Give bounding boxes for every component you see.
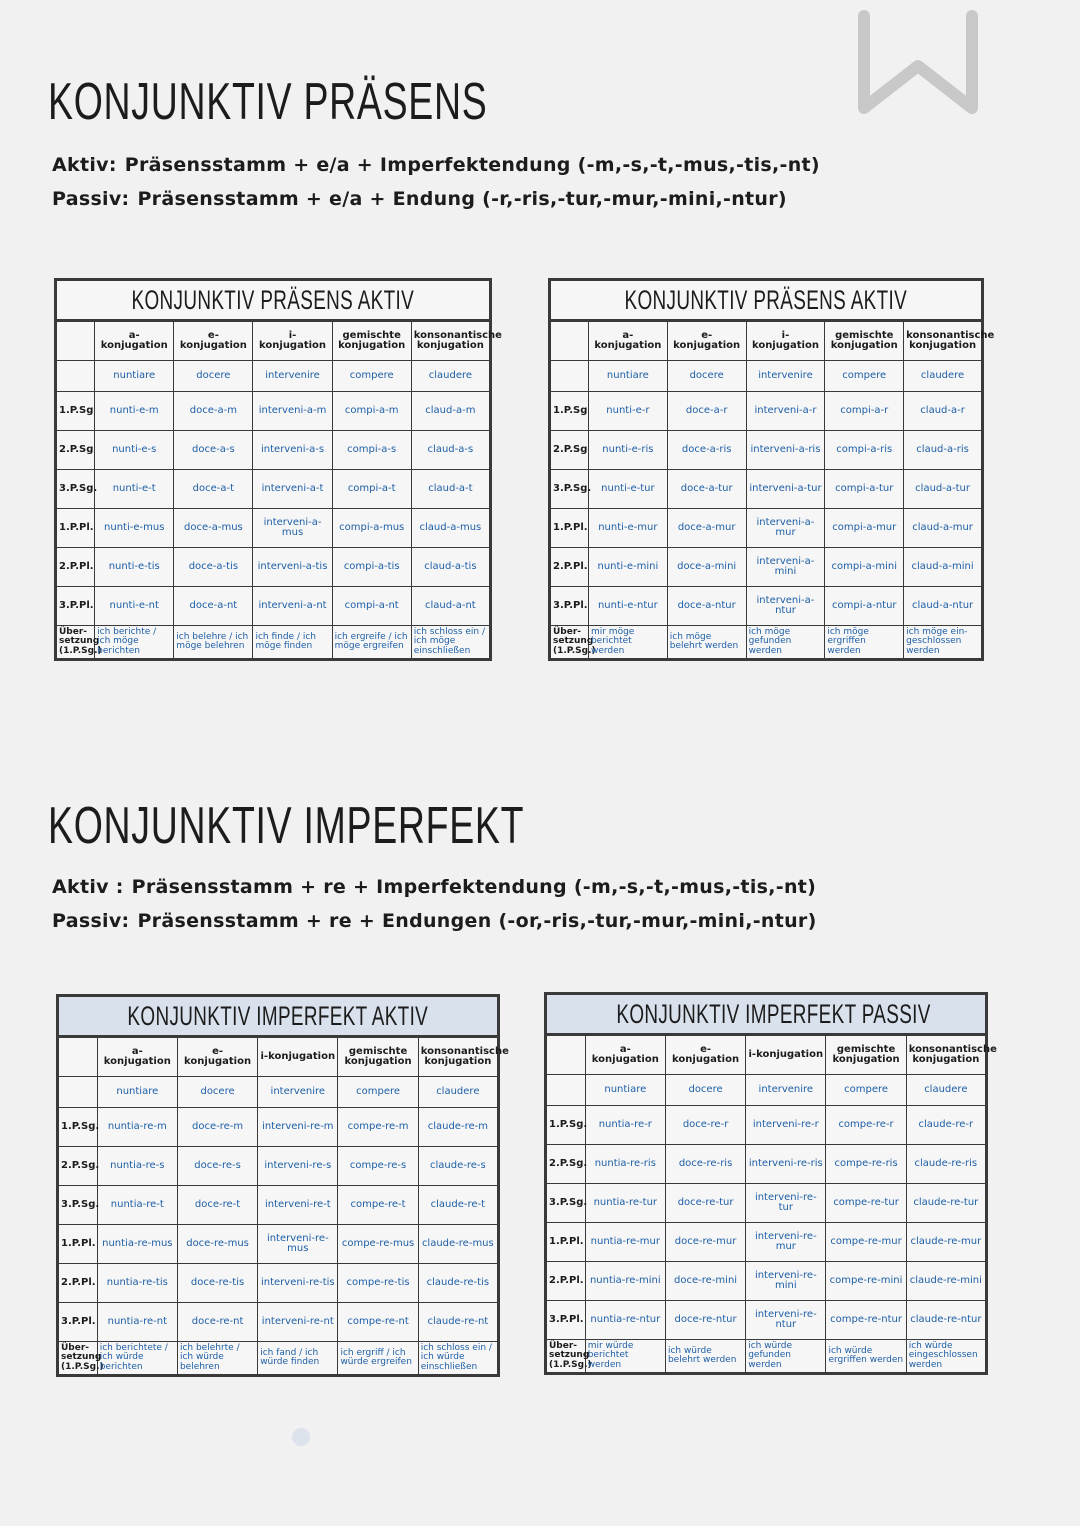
infinitive-cell: docere (667, 361, 746, 392)
verb-form: nunti-e-mur (588, 509, 667, 548)
verb-form: nuntia-re-m (97, 1108, 177, 1147)
verb-form: nunti-e-nt (95, 587, 174, 626)
verb-form: doce-a-tur (667, 470, 746, 509)
table-row (56, 587, 491, 626)
infinitive-cell: compere (826, 1075, 906, 1106)
translation-row (546, 1340, 987, 1374)
column-header: gemischte konjugation (338, 1037, 418, 1077)
rule-line (52, 876, 824, 898)
verb-form: nuntia-re-mini (585, 1262, 665, 1301)
rule-line (52, 188, 795, 210)
corner-cell (58, 1077, 98, 1108)
translation-cell: ich belehrte / ich würde belehren (177, 1342, 257, 1376)
verb-form: claud-a-m (411, 392, 490, 431)
verb-form: doce-re-tis (177, 1264, 257, 1303)
person-label: 3.P.Pl. (546, 1301, 586, 1340)
verb-form: interveni-re-mus (258, 1225, 338, 1264)
verb-form: claud-a-t (411, 470, 490, 509)
person-label: 1.P.Sg (550, 392, 589, 431)
verb-form: compi-a-tis (332, 548, 411, 587)
verb-form: compe-re-tis (338, 1264, 418, 1303)
translation-cell: ich ergreife / ich möge ergreifen (332, 626, 411, 660)
section-title: KONJUNKTIV PRÄSENS (48, 73, 488, 131)
column-header: konsonantische konjugation (904, 321, 983, 361)
translation-cell: ich ergriff / ich würde ergreifen (338, 1342, 418, 1376)
table-row (56, 392, 491, 431)
infinitive-cell: compere (338, 1077, 418, 1108)
verb-form: doce-re-mur (665, 1223, 745, 1262)
verb-form: claude-re-tis (418, 1264, 498, 1303)
translation-row (550, 626, 983, 660)
verb-form: compi-a-mur (825, 509, 904, 548)
verb-form: nuntia-re-ris (585, 1145, 665, 1184)
verb-form: nunti-e-r (588, 392, 667, 431)
column-header: a-konjugation (585, 1035, 665, 1075)
table-row (56, 548, 491, 587)
verb-form: interveni-a-ntur (746, 587, 825, 626)
table-row (550, 470, 983, 509)
conjugation-table (56, 994, 509, 1377)
verb-form: compe-re-r (826, 1106, 906, 1145)
infinitive-cell: intervenire (253, 361, 332, 392)
verb-form: compe-re-ris (826, 1145, 906, 1184)
person-label: 1.P.Pl. (546, 1223, 586, 1262)
verb-form: doce-re-tur (665, 1184, 745, 1223)
verb-form: claude-re-mini (906, 1262, 986, 1301)
infinitive-cell: intervenire (746, 361, 825, 392)
corner-cell (550, 361, 589, 392)
verb-form: interveni-a-tis (253, 548, 332, 587)
verb-form: interveni-a-tur (746, 470, 825, 509)
person-label: 3.P.Sg. (58, 1186, 98, 1225)
verb-form: nuntia-re-r (585, 1106, 665, 1145)
person-label: 2.P.Pl. (56, 548, 95, 587)
table-row (550, 548, 983, 587)
verb-form: doce-a-nt (174, 587, 253, 626)
translation-label: Über-setzung (1.P.Sg.) (56, 626, 95, 660)
translation-cell: ich schloss ein / ich würde einschließen (418, 1342, 498, 1376)
translation-cell: mir würde berichtet werden (585, 1340, 665, 1374)
verb-form: nuntia-re-tur (585, 1184, 665, 1223)
verb-form: claude-re-nt (418, 1303, 498, 1342)
verb-form: claud-a-mus (411, 509, 490, 548)
table-title-text: KONJUNKTIV PRÄSENS AKTIV (624, 284, 908, 315)
table-row (546, 1106, 987, 1145)
translation-row (58, 1342, 499, 1376)
verb-form: doce-a-mur (667, 509, 746, 548)
verb-form: compi-a-nt (332, 587, 411, 626)
infinitive-cell: claudere (904, 361, 983, 392)
column-header: a-konjugation (97, 1037, 177, 1077)
conjugation-table (548, 278, 995, 661)
verb-form: doce-a-mini (667, 548, 746, 587)
verb-form: compe-re-m (338, 1108, 418, 1147)
table-row (550, 392, 983, 431)
column-header: e-konjugation (177, 1037, 257, 1077)
verb-form: interveni-a-s (253, 431, 332, 470)
person-label: 2.P.Pl. (550, 548, 589, 587)
verb-form: compe-re-ntur (826, 1301, 906, 1340)
verb-form: doce-a-ris (667, 431, 746, 470)
corner-cell (56, 361, 95, 392)
verb-form: compe-re-mini (826, 1262, 906, 1301)
translation-cell: ich berichtete / ich würde berichten (97, 1342, 177, 1376)
verb-form: nunti-e-t (95, 470, 174, 509)
column-header: a-konjugation (95, 321, 174, 361)
column-header: i-konjugation (258, 1037, 338, 1077)
translation-row (56, 626, 491, 660)
verb-form: doce-a-ntur (667, 587, 746, 626)
table-row (550, 431, 983, 470)
verb-form: doce-a-m (174, 392, 253, 431)
table-title (58, 996, 499, 1037)
verb-form: compe-re-t (338, 1186, 418, 1225)
verb-form: interveni-a-ris (746, 431, 825, 470)
corner-cell (546, 1075, 586, 1106)
person-label: 1.P.Pl. (56, 509, 95, 548)
column-header: konsonantische konjugation (411, 321, 490, 361)
verb-form: interveni-re-tis (258, 1264, 338, 1303)
section-title: KONJUNKTIV IMPERFEKT (48, 797, 525, 855)
verb-form: interveni-re-nt (258, 1303, 338, 1342)
person-label: 3.P.Pl. (550, 587, 589, 626)
table-row (58, 1225, 499, 1264)
column-header: konsonantische konjugation (906, 1035, 986, 1075)
verb-form: doce-re-t (177, 1186, 257, 1225)
table-row (58, 1264, 499, 1303)
translation-cell: ich finde / ich möge finden (253, 626, 332, 660)
person-label: 2.P.Sg (56, 431, 95, 470)
person-label: 2.P.Pl. (546, 1262, 586, 1301)
verb-form: nunti-e-tis (95, 548, 174, 587)
column-header: e-konjugation (665, 1035, 745, 1075)
column-header: e-konjugation (667, 321, 746, 361)
verb-form: compi-a-ntur (825, 587, 904, 626)
infinitive-cell: nuntiare (588, 361, 667, 392)
translation-cell: ich möge belehrt werden (667, 626, 746, 660)
person-label: 1.P.Sg. (58, 1108, 98, 1147)
verb-form: interveni-re-ntur (746, 1301, 826, 1340)
verb-form: interveni-a-mini (746, 548, 825, 587)
verb-form: claud-a-ris (904, 431, 983, 470)
table-title-text: KONJUNKTIV IMPERFEKT AKTIV (127, 1000, 429, 1031)
rule-text: Präsensstamm + re + Endungen (-or,-ris,-tur,-mur,-mini,-ntur) (137, 910, 817, 932)
infinitive-cell: docere (665, 1075, 745, 1106)
translation-cell: ich würde gefunden werden (746, 1340, 826, 1374)
table-row (56, 431, 491, 470)
verb-form: doce-re-ntur (665, 1301, 745, 1340)
verb-form: nuntia-re-nt (97, 1303, 177, 1342)
column-header: i-konjugation (746, 1035, 826, 1075)
translation-cell: ich möge ein-geschlossen werden (904, 626, 983, 660)
conjugation-table (544, 992, 997, 1375)
table-row (58, 1303, 499, 1342)
verb-form: nunti-e-mus (95, 509, 174, 548)
person-label: 2.P.Sg. (546, 1145, 586, 1184)
infinitive-cell: compere (332, 361, 411, 392)
verb-form: interveni-re-mini (746, 1262, 826, 1301)
infinitive-cell: claudere (411, 361, 490, 392)
verb-form: claude-re-mus (418, 1225, 498, 1264)
person-label: 3.P.Sg. (550, 470, 589, 509)
person-label: 3.P.Sg. (56, 470, 95, 509)
verb-form: interveni-re-t (258, 1186, 338, 1225)
verb-form: claud-a-tis (411, 548, 490, 587)
verb-form: interveni-re-r (746, 1106, 826, 1145)
verb-form: compi-a-mus (332, 509, 411, 548)
infinitive-cell: intervenire (258, 1077, 338, 1108)
verb-form: claude-re-t (418, 1186, 498, 1225)
verb-form: claud-a-mur (904, 509, 983, 548)
corner-cell (550, 321, 589, 361)
column-header: gemischte konjugation (332, 321, 411, 361)
rule-label: Aktiv: (52, 154, 117, 176)
infinitive-cell: docere (174, 361, 253, 392)
verb-form: compe-re-tur (826, 1184, 906, 1223)
corner-cell (58, 1037, 98, 1077)
translation-cell: ich würde eingeschlossen werden (906, 1340, 986, 1374)
table-row (58, 1147, 499, 1186)
verb-form: interveni-a-m (253, 392, 332, 431)
column-header: gemischte konjugation (826, 1035, 906, 1075)
verb-form: interveni-a-r (746, 392, 825, 431)
verb-form: nuntia-re-mus (97, 1225, 177, 1264)
person-label: 2.P.Sg (550, 431, 589, 470)
verb-form: compi-a-mini (825, 548, 904, 587)
verb-form: interveni-a-mur (746, 509, 825, 548)
person-label: 1.P.Sg. (546, 1106, 586, 1145)
infinitive-cell: nuntiare (585, 1075, 665, 1106)
verb-form: compe-re-nt (338, 1303, 418, 1342)
rule-text: Präsensstamm + e/a + Imperfektendung (-m,-s,-t,-mus,-tis,-nt) (124, 154, 820, 176)
person-label: 3.P.Pl. (58, 1303, 98, 1342)
translation-cell: ich möge ergriffen werden (825, 626, 904, 660)
verb-form: interveni-a-mus (253, 509, 332, 548)
verb-form: compi-a-tur (825, 470, 904, 509)
column-header: konsonantische konjugation (418, 1037, 498, 1077)
verb-form: claud-a-nt (411, 587, 490, 626)
verb-form: doce-a-r (667, 392, 746, 431)
conjugation-table (54, 278, 502, 661)
infinitive-cell: intervenire (746, 1075, 826, 1106)
translation-label: Über-setzung (1.P.Sg.) (546, 1340, 586, 1374)
table-row (56, 509, 491, 548)
rule-text: Präsensstamm + re + Imperfektendung (-m,-s,-t,-mus,-tis,-nt) (131, 876, 817, 898)
table-row (546, 1223, 987, 1262)
verb-form: nunti-e-tur (588, 470, 667, 509)
decorative-dot (292, 1428, 310, 1446)
infinitive-cell: claudere (418, 1077, 498, 1108)
table-row (546, 1184, 987, 1223)
table-row (550, 587, 983, 626)
verb-form: nunti-e-ris (588, 431, 667, 470)
verb-form: compi-a-t (332, 470, 411, 509)
table-title-text: KONJUNKTIV PRÄSENS AKTIV (131, 284, 415, 315)
person-label: 1.P.Pl. (550, 509, 589, 548)
table-row (550, 509, 983, 548)
infinitive-cell: claudere (906, 1075, 986, 1106)
column-header: a-konjugation (588, 321, 667, 361)
verb-form: claud-a-r (904, 392, 983, 431)
verb-form: compi-a-s (332, 431, 411, 470)
table-row (546, 1301, 987, 1340)
translation-label: Über-setzung (1.P.Sg.) (58, 1342, 98, 1376)
rule-label: Passiv: (52, 910, 130, 932)
corner-cell (56, 321, 95, 361)
verb-form: compe-re-mur (826, 1223, 906, 1262)
infinitive-cell: nuntiare (95, 361, 174, 392)
verb-form: nuntia-re-tis (97, 1264, 177, 1303)
verb-form: interveni-re-s (258, 1147, 338, 1186)
rule-text: Präsensstamm + e/a + Endung (-r,-ris,-tur,-mur,-mini,-ntur) (137, 188, 787, 210)
infinitive-cell: docere (177, 1077, 257, 1108)
rule-label: Aktiv : (52, 876, 124, 898)
table-row (546, 1262, 987, 1301)
verb-form: claude-re-ris (906, 1145, 986, 1184)
table-title (546, 994, 987, 1035)
verb-form: claude-re-mur (906, 1223, 986, 1262)
verb-form: compi-a-ris (825, 431, 904, 470)
infinitive-cell: compere (825, 361, 904, 392)
translation-label: Über-setzung (1.P.Sg.) (550, 626, 589, 660)
verb-form: interveni-a-t (253, 470, 332, 509)
rule-label: Passiv: (52, 188, 130, 210)
verb-form: nuntia-re-s (97, 1147, 177, 1186)
verb-form: nunti-e-s (95, 431, 174, 470)
translation-cell: ich würde belehrt werden (665, 1340, 745, 1374)
verb-form: nunti-e-m (95, 392, 174, 431)
translation-cell: ich berichte / ich möge berichten (95, 626, 174, 660)
verb-form: interveni-re-tur (746, 1184, 826, 1223)
table-row (58, 1108, 499, 1147)
verb-form: doce-a-mus (174, 509, 253, 548)
verb-form: doce-a-s (174, 431, 253, 470)
verb-form: doce-a-tis (174, 548, 253, 587)
translation-cell: ich möge gefunden werden (746, 626, 825, 660)
column-header: i-konjugation (746, 321, 825, 361)
table-title-text: KONJUNKTIV IMPERFEKT PASSIV (616, 998, 931, 1029)
w-logo-icon (856, 8, 980, 116)
verb-form: claude-re-r (906, 1106, 986, 1145)
table-row (56, 470, 491, 509)
column-header: gemischte konjugation (825, 321, 904, 361)
verb-form: claude-re-tur (906, 1184, 986, 1223)
rule-line (52, 154, 828, 176)
person-label: 1.P.Pl. (58, 1225, 98, 1264)
verb-form: nunti-e-mini (588, 548, 667, 587)
verb-form: doce-re-m (177, 1108, 257, 1147)
person-label: 3.P.Sg. (546, 1184, 586, 1223)
verb-form: claude-re-ntur (906, 1301, 986, 1340)
verb-form: claud-a-mini (904, 548, 983, 587)
translation-cell: ich belehre / ich möge belehren (174, 626, 253, 660)
verb-form: compi-a-r (825, 392, 904, 431)
verb-form: claud-a-s (411, 431, 490, 470)
verb-form: doce-a-t (174, 470, 253, 509)
verb-form: claud-a-tur (904, 470, 983, 509)
verb-form: doce-re-mus (177, 1225, 257, 1264)
verb-form: doce-re-nt (177, 1303, 257, 1342)
person-label: 1.P.Sg (56, 392, 95, 431)
verb-form: claude-re-s (418, 1147, 498, 1186)
verb-form: compe-re-s (338, 1147, 418, 1186)
verb-form: claude-re-m (418, 1108, 498, 1147)
translation-cell: ich schloss ein / ich möge einschließen (411, 626, 490, 660)
person-label: 3.P.Pl. (56, 587, 95, 626)
table-title (56, 280, 491, 321)
person-label: 2.P.Sg. (58, 1147, 98, 1186)
table-title (550, 280, 983, 321)
corner-cell (546, 1035, 586, 1075)
infinitive-cell: nuntiare (97, 1077, 177, 1108)
verb-form: nuntia-re-mur (585, 1223, 665, 1262)
column-header: e-konjugation (174, 321, 253, 361)
translation-cell: ich würde ergriffen werden (826, 1340, 906, 1374)
verb-form: doce-re-s (177, 1147, 257, 1186)
column-header: i-konjugation (253, 321, 332, 361)
verb-form: nunti-e-ntur (588, 587, 667, 626)
verb-form: compe-re-mus (338, 1225, 418, 1264)
verb-form: claud-a-ntur (904, 587, 983, 626)
verb-form: interveni-re-mur (746, 1223, 826, 1262)
verb-form: doce-re-r (665, 1106, 745, 1145)
translation-cell: mir möge berichtet werden (588, 626, 667, 660)
verb-form: doce-re-ris (665, 1145, 745, 1184)
verb-form: nuntia-re-t (97, 1186, 177, 1225)
table-row (58, 1186, 499, 1225)
table-row (546, 1145, 987, 1184)
person-label: 2.P.Pl. (58, 1264, 98, 1303)
verb-form: nuntia-re-ntur (585, 1301, 665, 1340)
verb-form: interveni-a-nt (253, 587, 332, 626)
verb-form: interveni-re-ris (746, 1145, 826, 1184)
translation-cell: ich fand / ich würde finden (258, 1342, 338, 1376)
rule-line (52, 910, 825, 932)
verb-form: compi-a-m (332, 392, 411, 431)
verb-form: interveni-re-m (258, 1108, 338, 1147)
verb-form: doce-re-mini (665, 1262, 745, 1301)
